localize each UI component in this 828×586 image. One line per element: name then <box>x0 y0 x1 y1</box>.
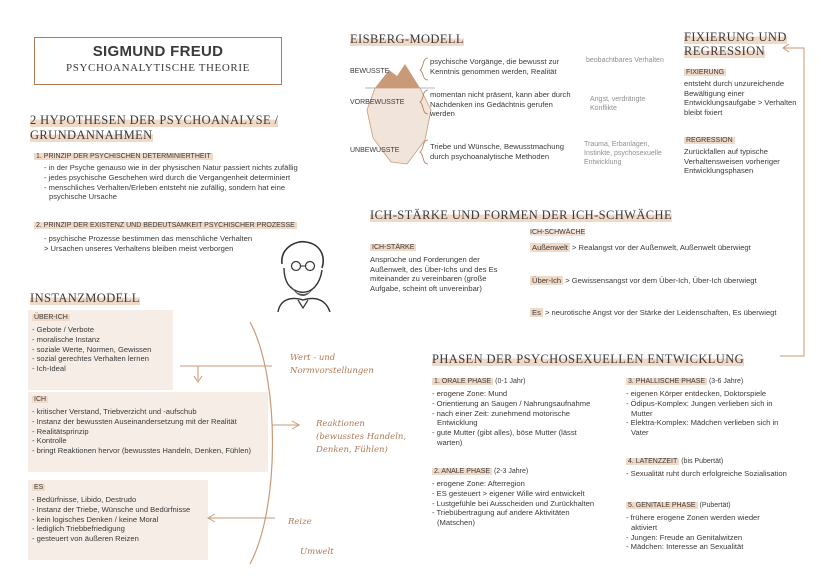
oral-list <box>432 389 617 448</box>
eisberg-note-unbewusste: Trauma, Erbanlagen, Instinkte, psychosexuelle Entwicklung <box>584 141 662 166</box>
fixierung-title: FIXIERUNG <box>686 69 725 76</box>
list-item: - bringt Reaktionen hervor (bewusstes Handeln, Denken, Fühlen) <box>32 446 252 456</box>
oral-title: 1. ORALE PHASE (0-1 Jahr) <box>434 378 526 385</box>
list-item: - lediglich Triebbefriedigung <box>32 524 125 534</box>
ichschwaeche-title: ICH-SCHWÄCHE <box>530 229 586 236</box>
title-sub: PSYCHOANALYTISCHE THEORIE <box>66 62 250 74</box>
list-item: - Instanz der bewussten Auseinandersetzung mit der Realität <box>32 416 237 426</box>
list-item: psychische Ursache <box>49 192 117 202</box>
ich-title: ICH <box>34 396 47 403</box>
list-item: (Matschen) <box>437 518 475 528</box>
list-item: - moralische Instanz <box>32 334 100 344</box>
list-item: - Jungen: Freude an Genitalwitzen <box>626 532 743 542</box>
eisberg-text-unbewusste: Triebe und Wünsche, Bewusstmachung durch psychoanalytische Methoden <box>430 142 564 161</box>
list-item: - Gebote / Verbote <box>32 325 95 334</box>
list-item: - in der Psyche genauso wie in der physischen Natur passiert nichts zufällig <box>44 163 298 172</box>
list-item: Vater <box>631 428 649 438</box>
freud-portrait-icon <box>270 238 336 312</box>
list-item: Mutter <box>631 408 653 418</box>
ueberich-title: ÜBER-ICH <box>34 314 68 321</box>
werte-label: Wert - und Normvorstellungen <box>290 353 374 376</box>
list-item: - Ich-Ideal <box>32 364 66 374</box>
list-item: - Ödipus-Komplex: Jungen verlieben sich in <box>626 398 773 408</box>
title-main: SIGMUND FREUD <box>92 43 224 60</box>
ichstaerke-title: ICH-STÄRKE <box>372 244 415 251</box>
instanz-heading: INSTANZMODELL <box>30 291 140 305</box>
list-item: - Triebübertragung auf andere Aktivitäten <box>432 508 570 518</box>
list-item: - jedes psychische Geschehen wird durch die Vergangenheit determiniert <box>44 172 291 182</box>
list-item: - Bedürfnisse, Libido, Destrudo <box>32 495 137 504</box>
list-item: - Elektra-Komplex: Mädchen verlieben sich in <box>626 418 779 428</box>
eisberg-note-bewusste: beobachtbares Verhalten <box>586 57 664 64</box>
list-item: aktiviert <box>631 522 658 532</box>
eisberg-label-unbewusste: UNBEWUSSTE <box>350 147 400 154</box>
anal-list <box>432 479 617 528</box>
principle-2-title: 2. PRINZIP DER EXISTENZ UND BEDEUTSAMKEIT PSYCHISCHER PROZESSE <box>36 222 295 229</box>
list-item: - menschliches Verhalten/Erleben entsteht nie zufällig, sondern hat eine <box>44 182 286 192</box>
list-item: - erogene Zone: Afterregion <box>432 479 525 488</box>
list-item: - Kontrolle <box>32 436 67 446</box>
list-item: - Lustgefühle bei Ausscheiden und Zurückhalten <box>432 498 595 508</box>
genital-list <box>626 513 806 552</box>
es-title: ES <box>34 484 44 491</box>
list-item: - kein logisches Denken / keine Moral <box>32 514 159 524</box>
list-item: - gesteuert von äußeren Reizen <box>32 534 139 544</box>
ueberich-list <box>32 325 172 374</box>
eisberg-note-vorbewusste: Angst, verdrängte Konflikte <box>590 96 646 112</box>
ichschwaeche-aussenwelt: Außenwelt > Realangst vor der Außenwelt, Außenwelt überwiegt <box>532 243 751 252</box>
list-item: - soziale Werte, Normen, Gewissen <box>32 344 152 354</box>
anal-title: 2. ANALE PHASE (2-3 Jahre) <box>434 468 529 475</box>
principle-1-title: 1. PRINZIP DER PSYCHISCHEN DETERMINIERTHEIT <box>36 153 211 160</box>
eisberg-text-vorbewusste: momentan nicht präsent, kann aber durch Nachdenken ins Gedächtnis gerufen werden <box>430 90 571 119</box>
latenz-list <box>626 469 816 479</box>
ichschwaeche-es: Es > neurotische Angst vor der Stärke der Leidenschaften, Es überwiegt <box>532 308 777 317</box>
ichstaerke-heading: ICH-STÄRKE UND FORMEN DER ICH-SCHWÄCHE <box>370 208 673 222</box>
list-item: - nach einer Zeit: zunehmend motorische <box>432 408 571 418</box>
list-item: - Orientierung an Saugen / Nahrungsaufnahme <box>432 398 591 408</box>
umwelt-label: Umwelt <box>300 547 334 557</box>
phallisch-title: 3. PHALLISCHE PHASE (3-6 Jahre) <box>628 378 744 385</box>
fixierung-heading: FIXIERUNG UND REGRESSION <box>684 30 787 58</box>
list-item: - Instanz der Triebe, Wünsche und Bedürfnisse <box>32 504 191 514</box>
eisberg-text-bewusste: psychische Vorgänge, die bewusst zur Kenntnis genommen werden, Realität <box>430 57 560 76</box>
list-item: - kritischer Verstand, Triebverzicht und -aufschub <box>32 407 197 416</box>
reaktionen-label: Reaktionen (bewusstes Handeln, Denken, Fühlen) <box>316 419 407 455</box>
eisberg-brackets <box>418 56 430 174</box>
eisberg-label-bewusste: BEWUSSTE <box>350 68 390 75</box>
list-item: - eigenen Körper entdecken, Doktorspiele <box>626 389 767 398</box>
phasen-heading: PHASEN DER PSYCHOSEXUELLEN ENTWICKLUNG <box>432 352 745 366</box>
ichstaerke-text: Ansprüche und Forderungen der Außenwelt, des Über-Ichs und des Es miteinander zu vereinbaren (große Aufgabe, scheint oft unvereinbar) <box>370 255 498 293</box>
title-box <box>34 37 282 85</box>
list-item: - sozial gerechtes Verhalten lernen <box>32 354 149 364</box>
list-item: - gute Mutter (gibt alles), böse Mutter (lässt <box>432 428 577 438</box>
principle-1-list <box>44 163 344 202</box>
regression-title: REGRESSION <box>686 137 733 144</box>
fixierung-text: entsteht durch unzureichende Bewältigung einer Entwicklungsaufgabe > Verhalten bleibt fixiert <box>684 79 797 117</box>
phallisch-list <box>626 389 806 438</box>
list-item: - Realitätsprinzip <box>32 426 89 436</box>
list-item: - erogene Zone: Mund <box>432 389 508 398</box>
list-item: - ES gesteuert > eigener Wille wird entwickelt <box>432 488 585 498</box>
latenz-title: 4. LATENZZEIT (bis Pubertät) <box>628 458 724 465</box>
eisberg-heading: EISBERG-MODELL <box>350 32 464 46</box>
list-item: > Ursachen unseres Verhaltens bleiben meist verborgen <box>44 243 234 253</box>
genital-title: 5. GENITALE PHASE (Pubertät) <box>628 502 731 509</box>
list-item: - frühere erogene Zonen werden wieder <box>626 513 760 522</box>
ichschwaeche-ueberich: Über-Ich > Gewissensangst vor dem Über-Ich, Über-Ich überwiegt <box>532 276 757 285</box>
regression-text: Zurückfallen auf typische Verhaltensweisen vorheriger Entwicklungsphasen <box>684 147 780 176</box>
list-item: warten) <box>437 437 463 447</box>
list-item: Entwicklung <box>437 418 478 428</box>
reize-label: Reize <box>288 517 312 527</box>
principle-2-list <box>44 234 304 254</box>
instanz-arrows <box>180 318 300 568</box>
list-item: - Mädchen: Interesse an Sexualität <box>626 542 744 552</box>
list-item: - psychische Prozesse bestimmen das menschliche Verhalten <box>44 234 253 243</box>
list-item: - Sexualität ruht durch erfolgreiche Sozialisation <box>626 469 787 478</box>
eisberg-label-vorbewusste: VORBEWUSSTE <box>350 99 405 106</box>
hypothesen-heading: 2 HYPOTHESEN DER PSYCHOANALYSE / GRUNDANNAHMEN <box>30 113 279 142</box>
